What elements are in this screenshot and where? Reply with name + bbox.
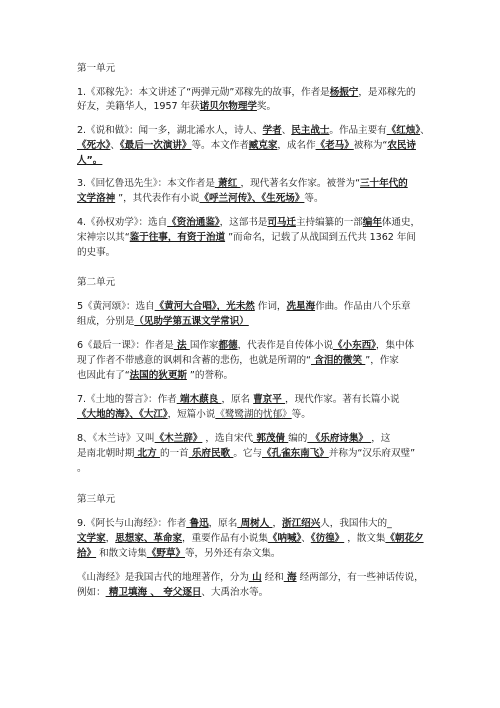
text-line [77,463,87,475]
text-segment: ，重要作品有小说集 [182,533,268,544]
text-line [77,217,420,229]
underlined-term: 《红烛》 [386,125,421,136]
text-segment: ，成名作 [277,140,316,151]
underlined-term: 鲁迅 [186,518,209,529]
text-segment: 奖。 [256,101,277,112]
text-line [77,587,268,599]
underlined-term: 含泪的微笑 [310,355,366,366]
underlined-term: 《大地的海》、《大江》 [77,409,168,420]
underlined-term: （见助学第五课文学常识） [134,316,249,327]
underlined-term: 《死水》 [77,140,111,151]
underlined-term: 《孔雀东南飞》 [261,448,329,459]
underlined-term: 端木蕻良 [176,394,222,405]
text-line [77,155,102,167]
underlined-term: 山 [248,572,262,583]
text-segment: 被称为“ [353,140,388,151]
text-line [77,518,392,530]
underlined-term: 《呐喊》 [267,533,302,544]
underlined-term: 《呼兰河传》、《生死场》 [199,193,305,204]
text-segment: 第一单元 [77,63,116,74]
underlined-term: 《木兰辞》 [154,433,203,444]
underlined-term: 周树人 [237,518,273,529]
underlined-term: 拾》 [77,548,97,559]
underlined-term: 臧克家 [248,140,278,151]
text-segment: ，这部书是 [219,217,268,228]
text-segment: 。 [77,463,87,474]
underlined-term: 萧红 [214,178,241,189]
text-segment: ，现代作家。著有长篇小说 [285,394,400,405]
text-line [77,140,416,152]
text-segment: ， [105,533,116,544]
text-segment: ，这 [371,433,391,444]
underlined-term: 精卫填海 、 夸父逐日 [105,587,202,598]
underlined-term: 《最后一次演讲》 [119,140,192,151]
text-segment: 。它与 [233,448,262,459]
underlined-term: 法国的狄更斯 [129,370,187,381]
underlined-term: 思想家、革命家 [115,533,182,544]
text-segment: 、大禹治水等。 [201,587,269,598]
text-segment: ，短篇小说 [167,409,216,420]
underlined-term: 编年 [362,217,382,228]
text-segment: 人，我国伟大的_ [320,518,392,529]
text-segment: 的一首 [159,448,189,459]
underlined-term: 《黄河大合唱》，光未然 [154,301,255,312]
underlined-term: 人 [77,155,87,166]
text-segment: 作曲。作品由八个乐章 [315,301,411,312]
text-segment: ，散文集 [344,533,386,544]
text-segment: 、 [301,533,311,544]
text-segment: 现了作者不带感意的讽刺和含蓄的悲伤，也就是所谓的“ [77,355,311,366]
text-segment: ，现代著名女作家。被誉为“ [240,178,360,189]
text-line [77,448,415,460]
underlined-term: 学者 [262,125,282,136]
text-segment: 宋神宗以其“ [77,232,130,243]
text-segment: ，原名 [221,394,254,405]
text-segment: 例如： [77,587,106,598]
text-segment: ，是邓稼先的 [358,87,416,98]
text-segment: 组成，分别是 [77,316,135,327]
text-segment: 和散文诗集 [96,548,147,559]
text-segment: 体通史， [381,217,421,228]
text-segment: ”而命名，记载了从战国到五代共 1362 年间 [225,232,416,243]
underlined-term: 《小东西》 [333,340,376,351]
text-segment: 5《黄河颂》：选自 [77,301,155,312]
underlined-term: 《鹭鹭湖的忧郁》 [215,409,292,420]
underlined-term: 《资治通鉴》 [167,217,220,228]
text-line [77,247,115,259]
underlined-term: 郭茂倩 [253,433,289,444]
underlined-term: 北方 [134,448,160,459]
underlined-term: 文学家 [77,533,106,544]
text-line [77,340,414,352]
text-segment: ，原名 [208,518,238,529]
underlined-term: 文学洛神 [77,193,116,204]
text-line [77,548,280,560]
text-line [77,355,399,367]
underlined-term: 《朝花夕 [385,533,424,544]
text-segment: ，代表作是自传体小说 [237,340,333,351]
text-segment: 9.《阿长与山海经》：作者 [77,518,187,529]
underlined-term: 鉴于往事，有资于治道 [129,232,226,243]
underlined-term: 《野草》 [146,548,185,559]
text-line [77,87,416,99]
text-segment: 1.《邓稼先》：本文讲述了“两弹元勋”邓稼先的故事，作者是 [77,87,330,98]
underlined-term: 法 [173,340,190,351]
text-segment: 、 [110,140,120,151]
text-segment: 好友，美籍华人，1957 年获 [77,101,200,112]
underlined-term: 三十年代的 [360,178,408,189]
text-segment: 。作品主要有 [329,125,387,136]
text-segment: 也因此有了“ [77,370,130,381]
text-segment: ，选自宋代 [202,433,254,444]
text-line [77,101,276,113]
text-segment: 经和 [261,572,284,583]
underlined-term: 《彷徨》 [310,533,345,544]
text-line [77,125,430,137]
text-line [77,232,416,244]
text-segment: 8、《木兰诗》又叫 [77,433,155,444]
section-heading [77,494,115,506]
text-line [77,178,408,190]
text-segment: ”，作家 [365,355,399,366]
text-line [77,533,424,545]
section-heading [77,63,115,75]
section-heading [77,277,115,289]
text-segment: 3.《回忆鲁迅先生》：本文作者是 [77,178,215,189]
text-segment: 7.《土地的誓言》：作者 [77,394,177,405]
text-segment: 主持编纂的一部 [295,217,363,228]
text-line [77,301,411,313]
underlined-term: 司马迁 [267,217,296,228]
text-segment: 并称为“汉乐府双璧” [328,448,415,459]
text-segment: 编的 [288,433,308,444]
text-segment: 6《最后一课》：作者是 [77,340,174,351]
text-line [77,193,324,205]
text-segment: ”的誉称。 [186,370,234,381]
underlined-term: 浙江绍兴 [282,518,321,529]
text-line [77,316,249,328]
text-segment: 等。 [304,193,324,204]
text-segment: 第二单元 [77,277,116,288]
text-segment: 等，另外还有杂文集。 [185,548,281,559]
text-segment: 2.《说和做》：闻一多，湖北浠水人，诗人、 [77,125,263,136]
text-segment: 《山海经》是我国古代的地理著作，分为 [77,572,249,583]
text-segment: ，集中体 [375,340,415,351]
text-segment: ， [272,518,283,529]
underlined-term: 曹京平 [253,394,286,405]
underlined-term: ”。 [86,155,103,166]
text-line [77,409,311,421]
text-segment: 是南北朝时期 [77,448,135,459]
underlined-term: 《乐府诗集》 [307,433,372,444]
text-segment: 、 [420,125,430,136]
underlined-term: 民主战士 [291,125,330,136]
text-segment: 等。本文作者 [191,140,249,151]
underlined-term: 农民诗 [387,140,416,151]
underlined-term: 海 [283,572,297,583]
text-segment: 的史事。 [77,247,116,258]
text-segment: 第三单元 [77,494,116,505]
text-segment: 、 [281,125,292,136]
text-segment: 等。 [291,409,311,420]
underlined-term: 乐府民歌 [188,448,234,459]
text-segment: 作词， [254,301,287,312]
underlined-term: 诺贝尔物理学 [199,101,257,112]
text-line [77,572,424,584]
text-line [77,433,390,445]
text-line [77,370,233,382]
text-segment: 经两部分，有一些神话传说， [296,572,424,583]
text-segment: 4.《孙权劝学》：选自 [77,217,168,228]
underlined-term: 冼星海 [286,301,316,312]
text-segment: ”，其代表作有小说 [115,193,200,204]
underlined-term: 杨振宁 [329,87,359,98]
underlined-term: 都德 [218,340,238,351]
text-line [77,394,400,406]
underlined-term: 《老马》 [315,140,354,151]
text-segment: 国作家 [189,340,219,351]
